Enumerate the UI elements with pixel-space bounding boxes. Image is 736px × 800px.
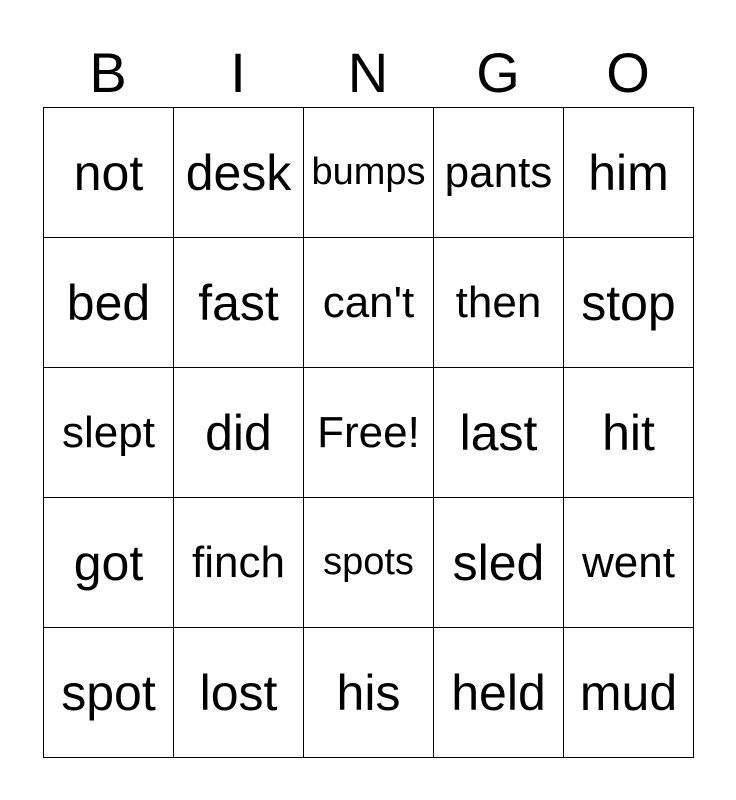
bingo-cell[interactable]: fast bbox=[174, 238, 304, 368]
board-row bbox=[44, 108, 694, 238]
bingo-cell[interactable]: mud bbox=[564, 628, 694, 758]
bingo-cell[interactable]: got bbox=[44, 498, 174, 628]
board-row bbox=[44, 368, 694, 498]
bingo-cell[interactable]: pants bbox=[434, 108, 564, 238]
board-row bbox=[44, 238, 694, 368]
bingo-cell[interactable]: lost bbox=[174, 628, 304, 758]
bingo-cell[interactable]: went bbox=[564, 498, 694, 628]
bingo-cell[interactable]: did bbox=[174, 368, 304, 498]
bingo-board bbox=[43, 107, 694, 758]
bingo-cell[interactable]: hit bbox=[564, 368, 694, 498]
bingo-cell[interactable]: bumps bbox=[304, 108, 434, 238]
bingo-cell[interactable]: bed bbox=[44, 238, 174, 368]
bingo-cell[interactable]: his bbox=[304, 628, 434, 758]
bingo-cell[interactable]: held bbox=[434, 628, 564, 758]
header-letter-i: I bbox=[230, 41, 246, 104]
bingo-cell[interactable]: desk bbox=[174, 108, 304, 238]
board-row bbox=[44, 628, 694, 758]
header-letter-n: N bbox=[347, 41, 389, 104]
header-letter-o: O bbox=[606, 41, 650, 104]
header-letter-g: G bbox=[476, 41, 520, 104]
bingo-cell[interactable]: finch bbox=[174, 498, 304, 628]
bingo-cell[interactable]: not bbox=[44, 108, 174, 238]
bingo-cell[interactable]: then bbox=[434, 238, 564, 368]
board-row bbox=[44, 498, 694, 628]
bingo-cell[interactable]: last bbox=[434, 368, 564, 498]
bingo-cell[interactable]: him bbox=[564, 108, 694, 238]
bingo-cell[interactable]: slept bbox=[44, 368, 174, 498]
free-space-cell[interactable]: Free! bbox=[304, 368, 434, 498]
bingo-cell[interactable]: sled bbox=[434, 498, 564, 628]
bingo-cell[interactable]: spots bbox=[304, 498, 434, 628]
bingo-header bbox=[43, 40, 693, 106]
bingo-cell[interactable]: stop bbox=[564, 238, 694, 368]
bingo-cell[interactable]: spot bbox=[44, 628, 174, 758]
bingo-cell[interactable]: can't bbox=[304, 238, 434, 368]
header-letter-b: B bbox=[89, 41, 127, 104]
